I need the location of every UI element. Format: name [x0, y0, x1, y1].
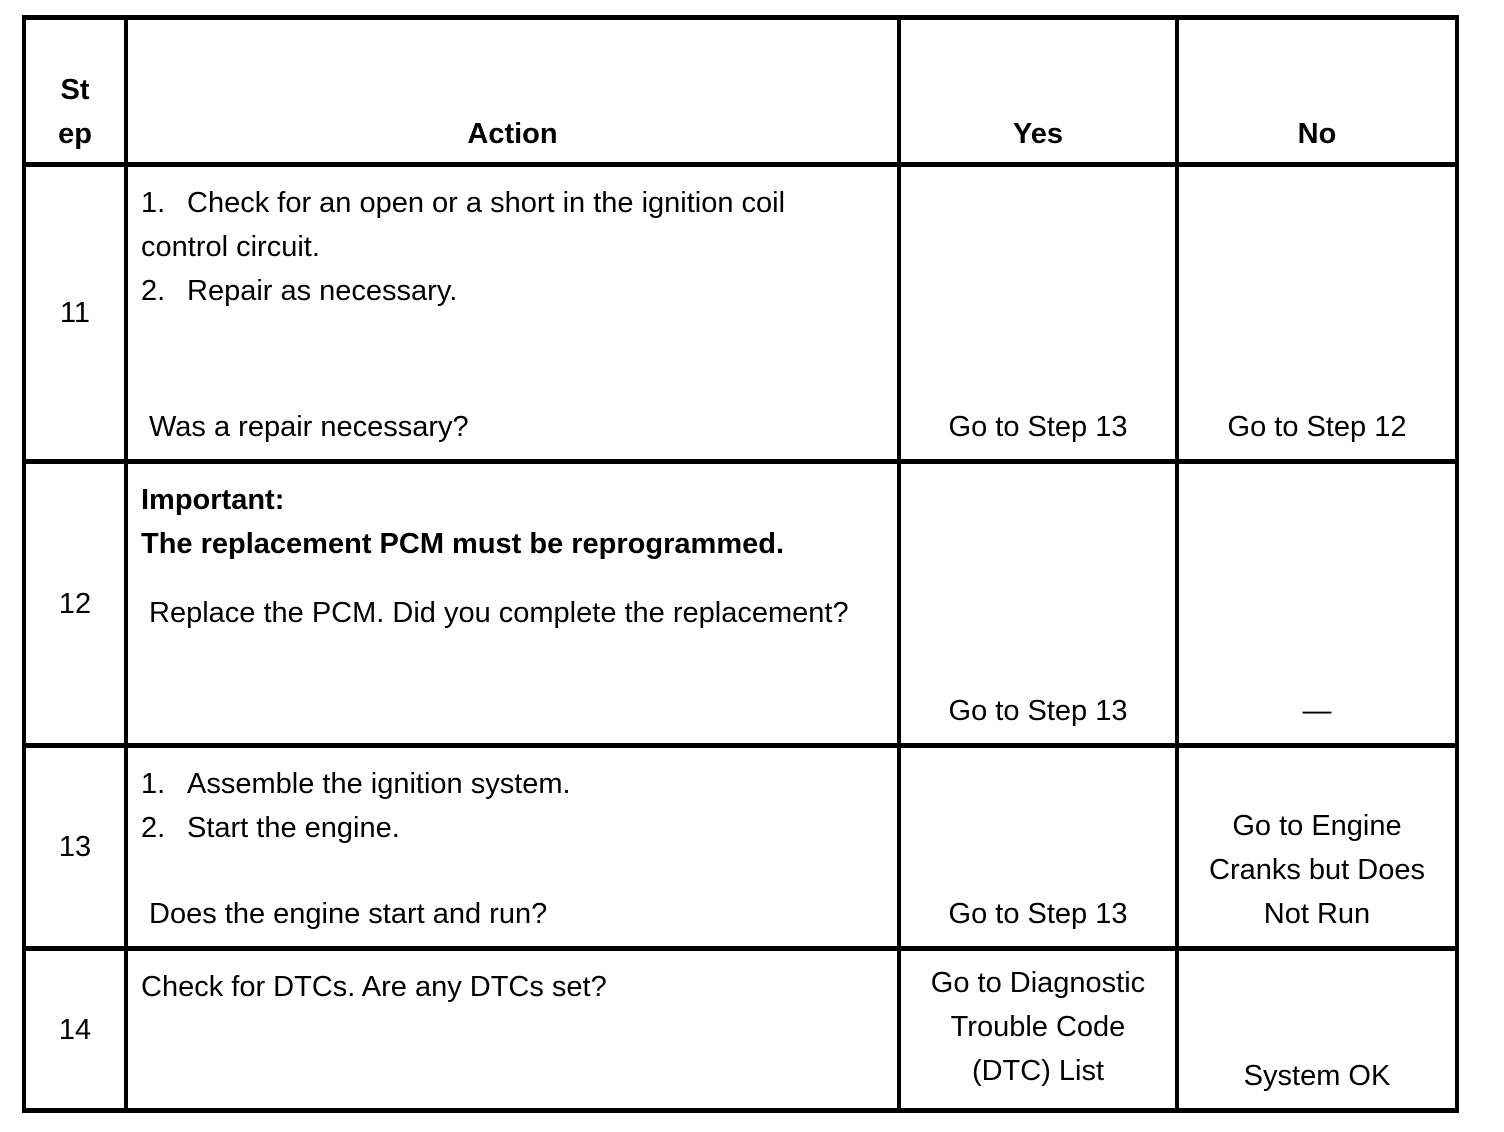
list-text: Start the engine. — [187, 812, 400, 844]
list-text: Assemble the ignition system. — [187, 768, 571, 800]
step-box — [26, 167, 124, 459]
action-cell — [126, 165, 899, 462]
document-page — [22, 15, 1459, 1113]
action-box — [128, 167, 897, 459]
header-step — [24, 18, 126, 165]
list-marker: 1. — [141, 187, 166, 219]
yes-line: Go to Step 13 — [948, 695, 1128, 727]
step-number: 12 — [58, 587, 92, 620]
action-question: Was a repair necessary? — [149, 411, 469, 443]
list-text: Check for an open or a short in the ignition coil — [187, 187, 786, 219]
no-cell — [1177, 165, 1457, 462]
no-line: Go to Step 12 — [1227, 411, 1407, 443]
no-box — [1179, 748, 1455, 946]
list-marker: 2. — [141, 275, 166, 307]
step-box — [26, 951, 124, 1108]
no-line: — — [1302, 695, 1332, 727]
header-step-line1: St — [60, 74, 90, 106]
header-step-line2: ep — [58, 118, 92, 150]
step-number: 14 — [58, 1013, 92, 1046]
header-action: Action — [126, 18, 899, 165]
action-box — [128, 951, 897, 1108]
action-question: Does the engine start and run? — [149, 898, 548, 930]
action-cell — [126, 949, 899, 1111]
no-cell — [1177, 949, 1457, 1111]
yes-box — [901, 951, 1175, 1108]
no-box — [1179, 167, 1455, 459]
action-line: Important: — [141, 484, 285, 516]
action-line: The replacement PCM must be reprogrammed. — [141, 528, 784, 560]
diagnostic-table — [22, 15, 1459, 1113]
yes-cell — [899, 462, 1177, 746]
no-box — [1179, 464, 1455, 743]
no-line: Cranks but Does — [1209, 854, 1425, 886]
step-cell — [24, 462, 126, 746]
header-row — [24, 18, 1457, 165]
action-question: Replace the PCM. Did you complete the replacement? — [149, 597, 849, 629]
yes-cell — [899, 165, 1177, 462]
list-marker: 2. — [141, 812, 166, 844]
yes-line: (DTC) List — [971, 1055, 1105, 1087]
no-cell — [1177, 746, 1457, 949]
step-cell — [24, 949, 126, 1111]
action-line — [141, 181, 887, 225]
yes-box — [901, 464, 1175, 743]
yes-line: Trouble Code — [950, 1011, 1126, 1043]
no-line: Not Run — [1263, 898, 1371, 930]
table-row — [24, 462, 1457, 746]
step-cell — [24, 746, 126, 949]
yes-box — [901, 167, 1175, 459]
list-text: Repair as necessary. — [187, 275, 458, 307]
table-row — [24, 165, 1457, 462]
action-cell — [126, 746, 899, 949]
no-box — [1179, 951, 1455, 1108]
yes-cell — [899, 746, 1177, 949]
no-line: System OK — [1243, 1060, 1391, 1092]
list-marker: 1. — [141, 768, 166, 800]
action-line — [141, 762, 887, 806]
action-box — [128, 748, 897, 946]
action-cell — [126, 462, 899, 746]
action-line — [141, 269, 887, 313]
no-line: Go to Engine — [1232, 810, 1402, 842]
action-line: control circuit. — [141, 231, 320, 263]
action-box — [128, 464, 897, 743]
yes-box — [901, 748, 1175, 946]
header-yes: Yes — [899, 18, 1177, 165]
yes-cell — [899, 949, 1177, 1111]
yes-line: Go to Diagnostic — [930, 967, 1146, 999]
table-row — [24, 746, 1457, 949]
header-no: No — [1177, 18, 1457, 165]
step-number: 13 — [58, 831, 92, 863]
step-box — [26, 464, 124, 743]
no-cell — [1177, 462, 1457, 746]
step-box — [26, 748, 124, 946]
table-body — [24, 165, 1457, 1111]
yes-line: Go to Step 13 — [948, 898, 1128, 930]
action-line: Check for DTCs. Are any DTCs set? — [141, 971, 607, 1003]
yes-line: Go to Step 13 — [948, 411, 1128, 443]
step-cell — [24, 165, 126, 462]
action-line — [141, 806, 887, 850]
table-row — [24, 949, 1457, 1111]
step-number: 11 — [59, 297, 91, 329]
